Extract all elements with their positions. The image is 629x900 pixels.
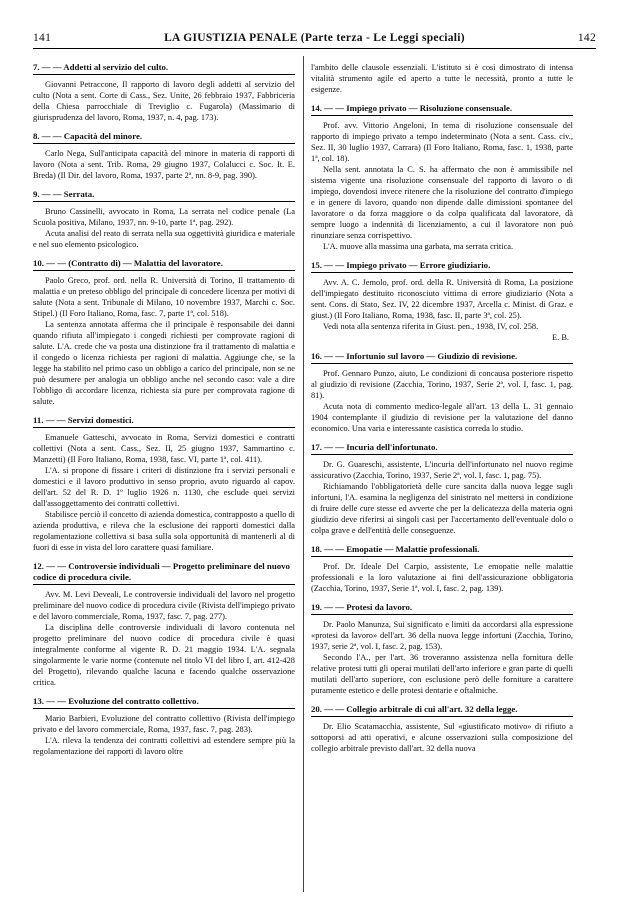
page-number-right: 142	[577, 32, 596, 44]
entry-17	[311, 442, 573, 536]
entry-15	[311, 260, 573, 343]
summary: Secondo l'A., per l'art. 36 troveranno assistenza nella fornitura delle relative protesi tutti gli operai mutilati dell'arto inferiore e gran parte di quelli mutilati dell'arto superiore, con esclusione però delle forniture a carattere puramente estetico e delle protesi dentarie e oftalmiche.	[311, 653, 573, 695]
citation: Giovanni Petraccone, Il rapporto di lavoro degli addetti al servizio del culto (Nota a sent. Corte di Cass., Sez. Unite, 26 febbraio 1937, Fabbriceria della Chiesa parrocchiale di Treviglio c. Fugarola) (Massimario di giurisprudenza del lavoro, Roma, 1937, n. 4, pag. 173).	[33, 80, 295, 122]
entry-20	[311, 704, 573, 754]
entry-title: 9. — — Serrata.	[33, 189, 295, 202]
entry-title: 17. — — Incuria dell'infortunato.	[311, 442, 573, 455]
entry-7	[33, 62, 295, 123]
column-divider	[303, 56, 304, 892]
entry-title: 16. — — Infortunio sul lavoro — Giudizio di revisione.	[311, 351, 573, 364]
left-column	[33, 62, 295, 892]
entry-title: 19. — — Protesi da lavoro.	[311, 602, 573, 615]
entry-11	[33, 415, 295, 553]
citation: Prof. avv. Vittorio Angeloni, In tema di risoluzione consensuale del rapporto di impiego privato a tempo indeterminato (Nota a sent. Cass. civ., Sez. II, 30 luglio 1937, Carrara) (Il Foro Italiano, Roma, fasc. 1, 1938, parte 1ª, col. 18).	[311, 121, 573, 163]
entry-14	[311, 103, 573, 252]
citation: Emanuele Gatteschi, avvocato in Roma, Servizi domestici e contratti collettivi (Nota a sent. Cass., Sez. II, 25 giugno 1937, Sammartino c. Manzetti) (Il Foro Italiano, Roma, 1938, fasc. VI, parte 1ª, col. 411).	[33, 433, 295, 464]
summary: Stabilisce perciò il concetto di azienda domestica, contrapposto a quello di azienda produttiva, e rileva che la esclusione dei rapporti domestici dalla regolamentazione collettiva si basa sulla sola opportunità di mantenerli al di fuori di esse in vista del loro carattere quasi familiare.	[33, 510, 295, 552]
summary: Vedi nota alla sentenza riferita in Giust. pen., 1938, IV, col. 258.	[323, 322, 539, 331]
citation: Mario Barbieri, Evoluzione del contratto collettivo (Rivista dell'impiego privato e del lavoro commerciale, Roma, 1937, fasc. 7, pag. 283).	[33, 714, 295, 734]
entry-12	[33, 561, 295, 688]
summary: Richiamando l'obbligatorietà delle cure sancita dalla nuova legge sugli infortuni, l'A. esamina la negligenza del sinistrato nel mettersi in condizione di fruire delle cure stesse ed avverte che per la delicatezza della materia ogni giudizio deve riferirsi ai singoli casi per l'accertamento dell'eventuale dolo o colpa grave e dell'entità delle conseguenze.	[311, 482, 573, 535]
continued-text	[311, 62, 573, 95]
citation: Prof. Gennaro Punzo, aiuto, Le condizioni di concausa posteriore rispetto al giudizio di revisione (Zacchia, Torino, 1937, Serie 2ª, vol. I, fasc. 1, pag. 81).	[311, 369, 573, 400]
entry-title: 14. — — Impiego privato — Risoluzione consensuale.	[311, 103, 573, 116]
author-initials: E. B.	[552, 333, 569, 342]
citation: Dr. G. Guareschi, assistente, L'incuria dell'infortunato nel nuovo regime assicurativo (Zacchia, Torino, 1937, Serie 2ª, vol. I, fasc. 1, pag. 75).	[311, 460, 573, 480]
summary: La sentenza annotata afferma che il principale è responsabile dei danni quando rifiuta all'impiegato i congedi richiesti per comprovate ragioni di salute. L'A. crede che va posta una distinzione fra il trattamento di malattia e il congedo o licenza richiesta per ragioni di malattia. Aggiunge che, se la legge ha stabilito nel primo caso un obbligo a carico del principale, non se ne può desumere per analogia un obbligo anche nel secondo caso: vale a dire l'obbligo di accordare licenza, richiesta sia pure per comprovata ragione di salute.	[33, 320, 295, 406]
page-number-left: 141	[33, 32, 52, 44]
summary: Acuta nota di commento medico-legale all'art. 13 della L. 31 gennaio 1904 contemplante il giudizio di revisione per la valutazione del danno economico. Una varia e interessante casistica correda lo studio.	[311, 402, 573, 433]
right-column	[311, 62, 573, 892]
summary: l'ambito delle clausole essenziali. L'istituto si è così dimostrato di intensa vitalità strumento agile ed aperto a tutte le necessità, pronto a tutte le esigenze.	[311, 63, 573, 94]
entry-18	[311, 544, 573, 594]
citation: Avv. A. C. Jemolo, prof. ord. della R. Università di Roma, La posizione dell'impiegato destituito riconosciuto vittima di errore giudiziario (Nota a sent. Cons. di Stato, Sez. IV, 22 dicembre 1937, Arcella c. Minist. di Graz. e giust.) (Il Foro Italiano, Roma, 1938, fasc. II, parte 3ª, col. 25).	[311, 278, 573, 320]
summary: L'A. si propone di fissare i criteri di distinzione fra i servizi personali e domestici e il lavoro produttivo in senso proprio, avuto riguardo al capov. dell'art. 52 del R. D. 1º luglio 1926 n. 1130, che esclude quei servizi dall'assoggettamento dei contratti collettivi.	[33, 466, 295, 508]
entry-19	[311, 602, 573, 696]
entry-title: 11. — — Servizi domestici.	[33, 415, 295, 428]
citation: Carlo Nega, Sull'anticipata capacità del minore in materia di rapporti di lavoro (Nota a sent. Trib. Roma, 29 giugno 1937, Colalucci c. Soc. It. E. Breda) (Il Dir. del lavoro, Roma, 1937, parte 2ª, nn. 8-9, pag. 390).	[33, 149, 295, 180]
summary: Acuta analisi del reato di serrata nella sua oggettività giuridica e materiale e nel suo elemento psicologico.	[33, 229, 295, 249]
entry-title: 15. — — Impiego privato — Errore giudiziario.	[311, 260, 573, 273]
entry-title: 8. — — Capacità del minore.	[33, 131, 295, 144]
entry-13	[33, 696, 295, 757]
citation: Bruno Cassinelli, avvocato in Roma, La serrata nel codice penale (La Scuola positiva, Milano, 1937, nn. 9-10, parte 1ª, pag. 292).	[33, 207, 295, 227]
entry-10	[33, 258, 295, 407]
entry-8	[33, 131, 295, 181]
page-header	[33, 30, 596, 49]
running-title: LA GIUSTIZIA PENALE (Parte terza - Le Leggi speciali)	[164, 32, 465, 44]
entry-title: 12. — — Controversie individuali — Progetto preliminare del nuovo codice di procedura civile.	[33, 561, 295, 585]
entry-title: 7. — — Addetti al servizio del culto.	[33, 62, 295, 75]
citation: Dr. Paolo Manunza, Sui significato e limiti da accordarsi alla espressione «protesi da lavoro» dell'art. 36 della nuova legge infortuni (Zacchia, Torino, 1937, serie 2ª, vol. I, fasc. 2, pag. 153).	[311, 620, 573, 651]
citation: Dr. Elio Scatamacchia, assistente, Sul «giustificato motivo» di rifiuto a sottoporsi ad atti operativi, e alcune osservazioni sulla composizione del collegio arbitrale previsto dall'art. 32 della nuova	[311, 722, 573, 753]
entry-title: 20. — — Collegio arbitrale di cui all'art. 32 della legge.	[311, 704, 573, 717]
entry-title: 13. — — Evoluzione del contratto collettivo.	[33, 696, 295, 709]
citation: Avv. M. Levi Deveali, Le controversie individuali del lavoro nel progetto preliminare del nuovo codice di procedura civile (Rivista dell'impiego privato e del lavoro commerciale, Roma, 1937, fasc. 7, pag. 277).	[33, 590, 295, 621]
entry-9	[33, 189, 295, 250]
citation: Prof. Dr. Ideale Del Carpio, assistente, Le emopatie nelle malattie professionali e la loro valutazione ai fini dell'assicurazione obbligatoria (Zacchia, Torino, 1937, Serie 1ª, vol. I, fasc. 2, pag. 139).	[311, 562, 573, 593]
summary: Nella sent. annotata la C. S. ha affermato che non è ammissibile nel sistema vigente una risoluzione consensuale del rapporto di lavoro o di impiego, dovendosi invece ritenere che la risoluzione del contratto d'impiego e in genere di lavoro, quando non dipende dalle dimissioni spontanee del lavoratore o da forza maggiore o da colpa qualificata dal lavoratore, dà sempre luogo a indennità di licenziamento, a cui il lavoratore non può rinunziare senza corrispettivo.	[311, 165, 573, 240]
summary: La disciplina delle controversie individuali di lavoro contenuta nel progetto preliminare del nuovo codice di procedura civile è quasi integralmente conforme al vigente R. D. 21 maggio 1934. L'A. segnala singolarmente le varie norme (contenute nel titolo VI del libro I, art. 412-428 del Progetto), rilevando qualche lacuna e facendo qualche osservazione critica.	[33, 623, 295, 687]
entry-title: 18. — — Emopatie — Malattie professionali.	[311, 544, 573, 557]
entry-title: 10. — — (Contratto di) — Malattia del lavoratore.	[33, 258, 295, 271]
citation: Paolo Greco, prof. ord. nella R. Università di Torino, Il trattamento di malattia e un preteso obbligo del principale di concedere licenza per motivi di salute (Nota a sent. Tribunale di Milano, 10 novembre 1937, Marchi c. Soc. Stipel.) (Il Foro Italiano, Roma, fasc. 7, parte 1ª, col. 518).	[33, 276, 295, 318]
summary: L'A. rileva la tendenza dei contratti collettivi ad estendere sempre più la regolamentazione dei rapporti di lavoro oltre	[33, 736, 295, 756]
entry-16	[311, 351, 573, 434]
summary: L'A. muove alla massima una garbata, ma serrata critica.	[323, 242, 514, 251]
